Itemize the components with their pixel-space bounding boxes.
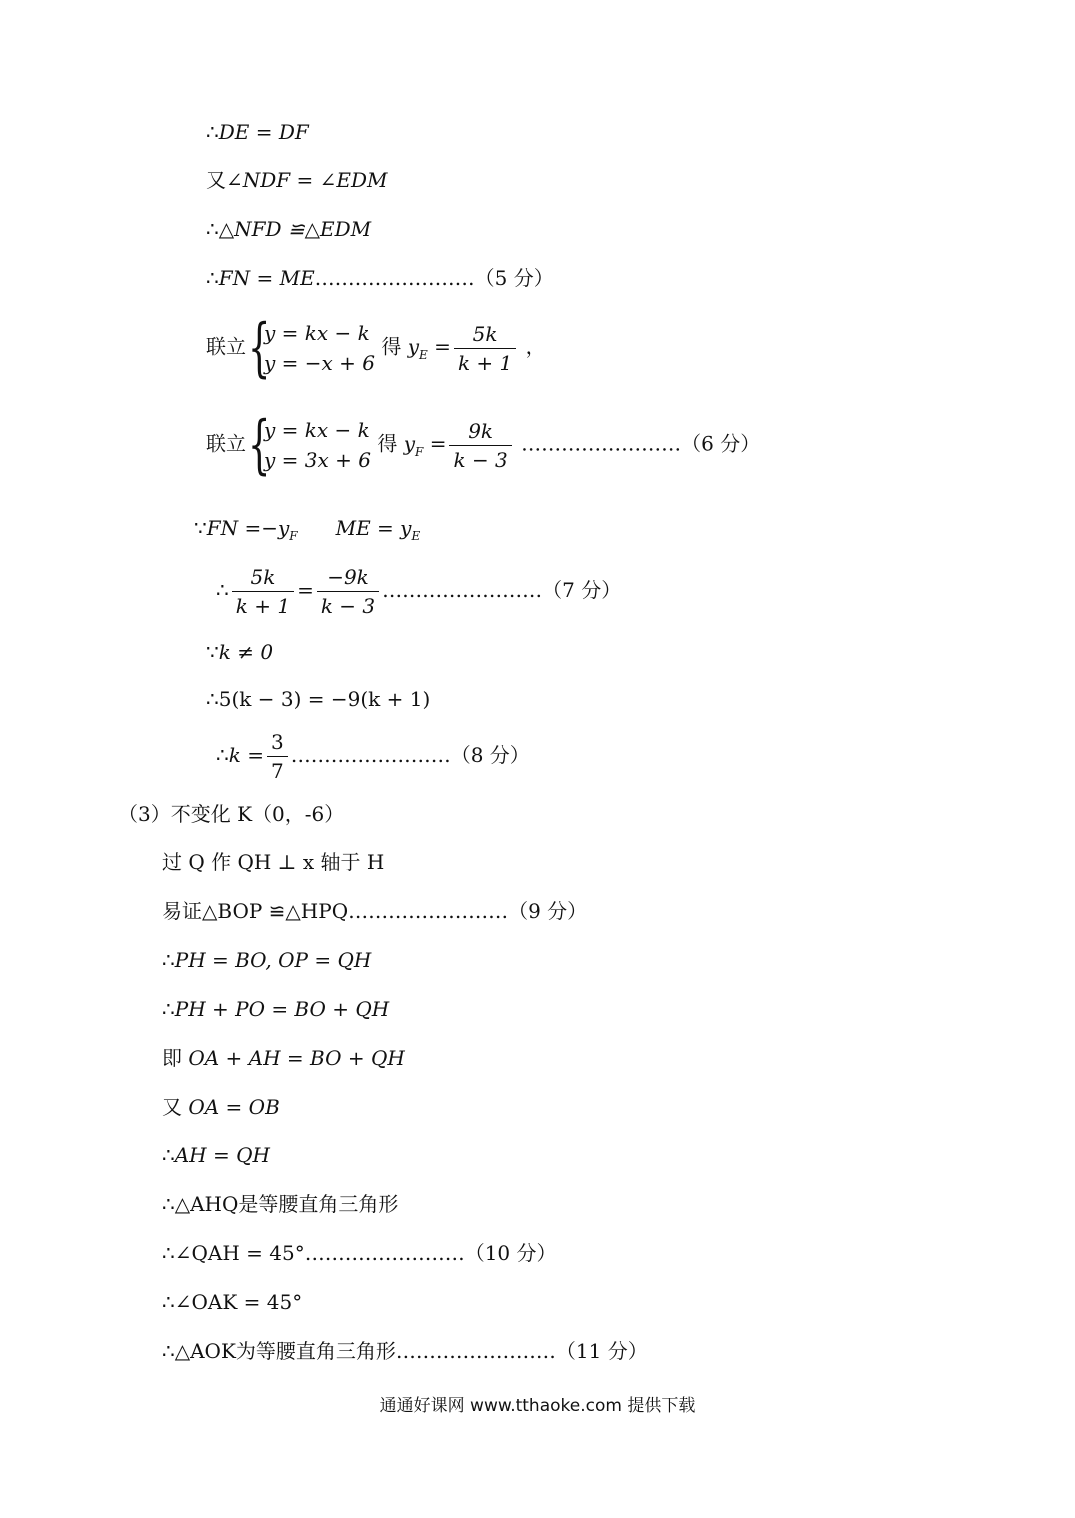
line-k-nonzero: ∵k ≠ 0 xyxy=(206,640,274,664)
line-aok-isosceles: ∴△AOK为等腰直角三角形……………………（11 分） xyxy=(162,1339,648,1363)
line-ph-bo: ∴PH = BO, OP = QH xyxy=(162,948,372,972)
line-linear-equation: ∴5(k − 3) = −9(k + 1) xyxy=(206,687,431,711)
line-system-yf: 联立 { y = kx − k y = 3x + 6 得 $y_F$ = $\frac{9k}{k - 3}$ ……………………（6 分） xyxy=(206,408,761,482)
line-angle-ndf: 又∠NDF = ∠EDM xyxy=(206,168,388,192)
line-ah-qh: ∴AH = QH xyxy=(162,1143,270,1167)
fraction-k: $\frac{3}{7}$ xyxy=(267,728,288,785)
line-part3-heading: （3）不变化 K（0，-6） xyxy=(118,802,345,826)
line-fn-me: ∴FN = ME……………………（5 分） xyxy=(206,266,554,290)
line-prove-congruent: 易证△BOP ≌△HPQ……………………（9 分） xyxy=(162,899,588,923)
fraction-yf: $\frac{9k}{k - 3}$ xyxy=(449,417,511,474)
fraction-right: $\frac{-9k}{k - 3}$ xyxy=(317,563,379,620)
line-ahq-isosceles: ∴△AHQ是等腰直角三角形 xyxy=(162,1192,399,1216)
line-angle-oak: ∴∠OAK = 45° xyxy=(162,1290,303,1314)
line-system-ye: 联立 { y = kx − k y = −x + 6 得 $y_E$ = $\frac{5k}{k + 1}$ ， xyxy=(206,311,546,385)
line-oa-ah-sum: 即 OA + AH = BO + QH xyxy=(162,1046,405,1070)
line-construct-qh: 过 Q 作 QH ⊥ x 轴于 H xyxy=(162,850,385,874)
equation-system: { y = kx − k y = 3x + 6 xyxy=(248,408,371,482)
fraction-left: $\frac{5k}{k + 1}$ xyxy=(232,563,294,620)
line-congruent-nfd: ∴△NFD ≌△EDM xyxy=(206,217,372,241)
line-de-df: ∴DE = DF xyxy=(206,120,309,144)
fraction-ye: $\frac{5k}{k + 1}$ xyxy=(454,320,516,377)
line-angle-qah: ∴∠QAH = 45°……………………（10 分） xyxy=(162,1241,557,1265)
line-ph-po-sum: ∴PH + PO = BO + QH xyxy=(162,997,390,1021)
line-k-value: ∴k = $\frac{3}{7}$ ……………………（8 分） xyxy=(216,730,530,783)
page-footer: 通通好课网 www.tthaoke.com 提供下载 xyxy=(379,1396,696,1416)
line-because-fn: ∵FN $=-y_F$ ME = $y_E$ xyxy=(194,516,421,543)
line-fraction-equation: ∴ $\frac{5k}{k + 1}$ = $\frac{-9k}{k - 3}$ ……………………（7 分） xyxy=(216,565,622,618)
equation-system: { y = kx − k y = −x + 6 xyxy=(248,311,376,385)
line-oa-ob: 又 OA = OB xyxy=(162,1095,280,1119)
